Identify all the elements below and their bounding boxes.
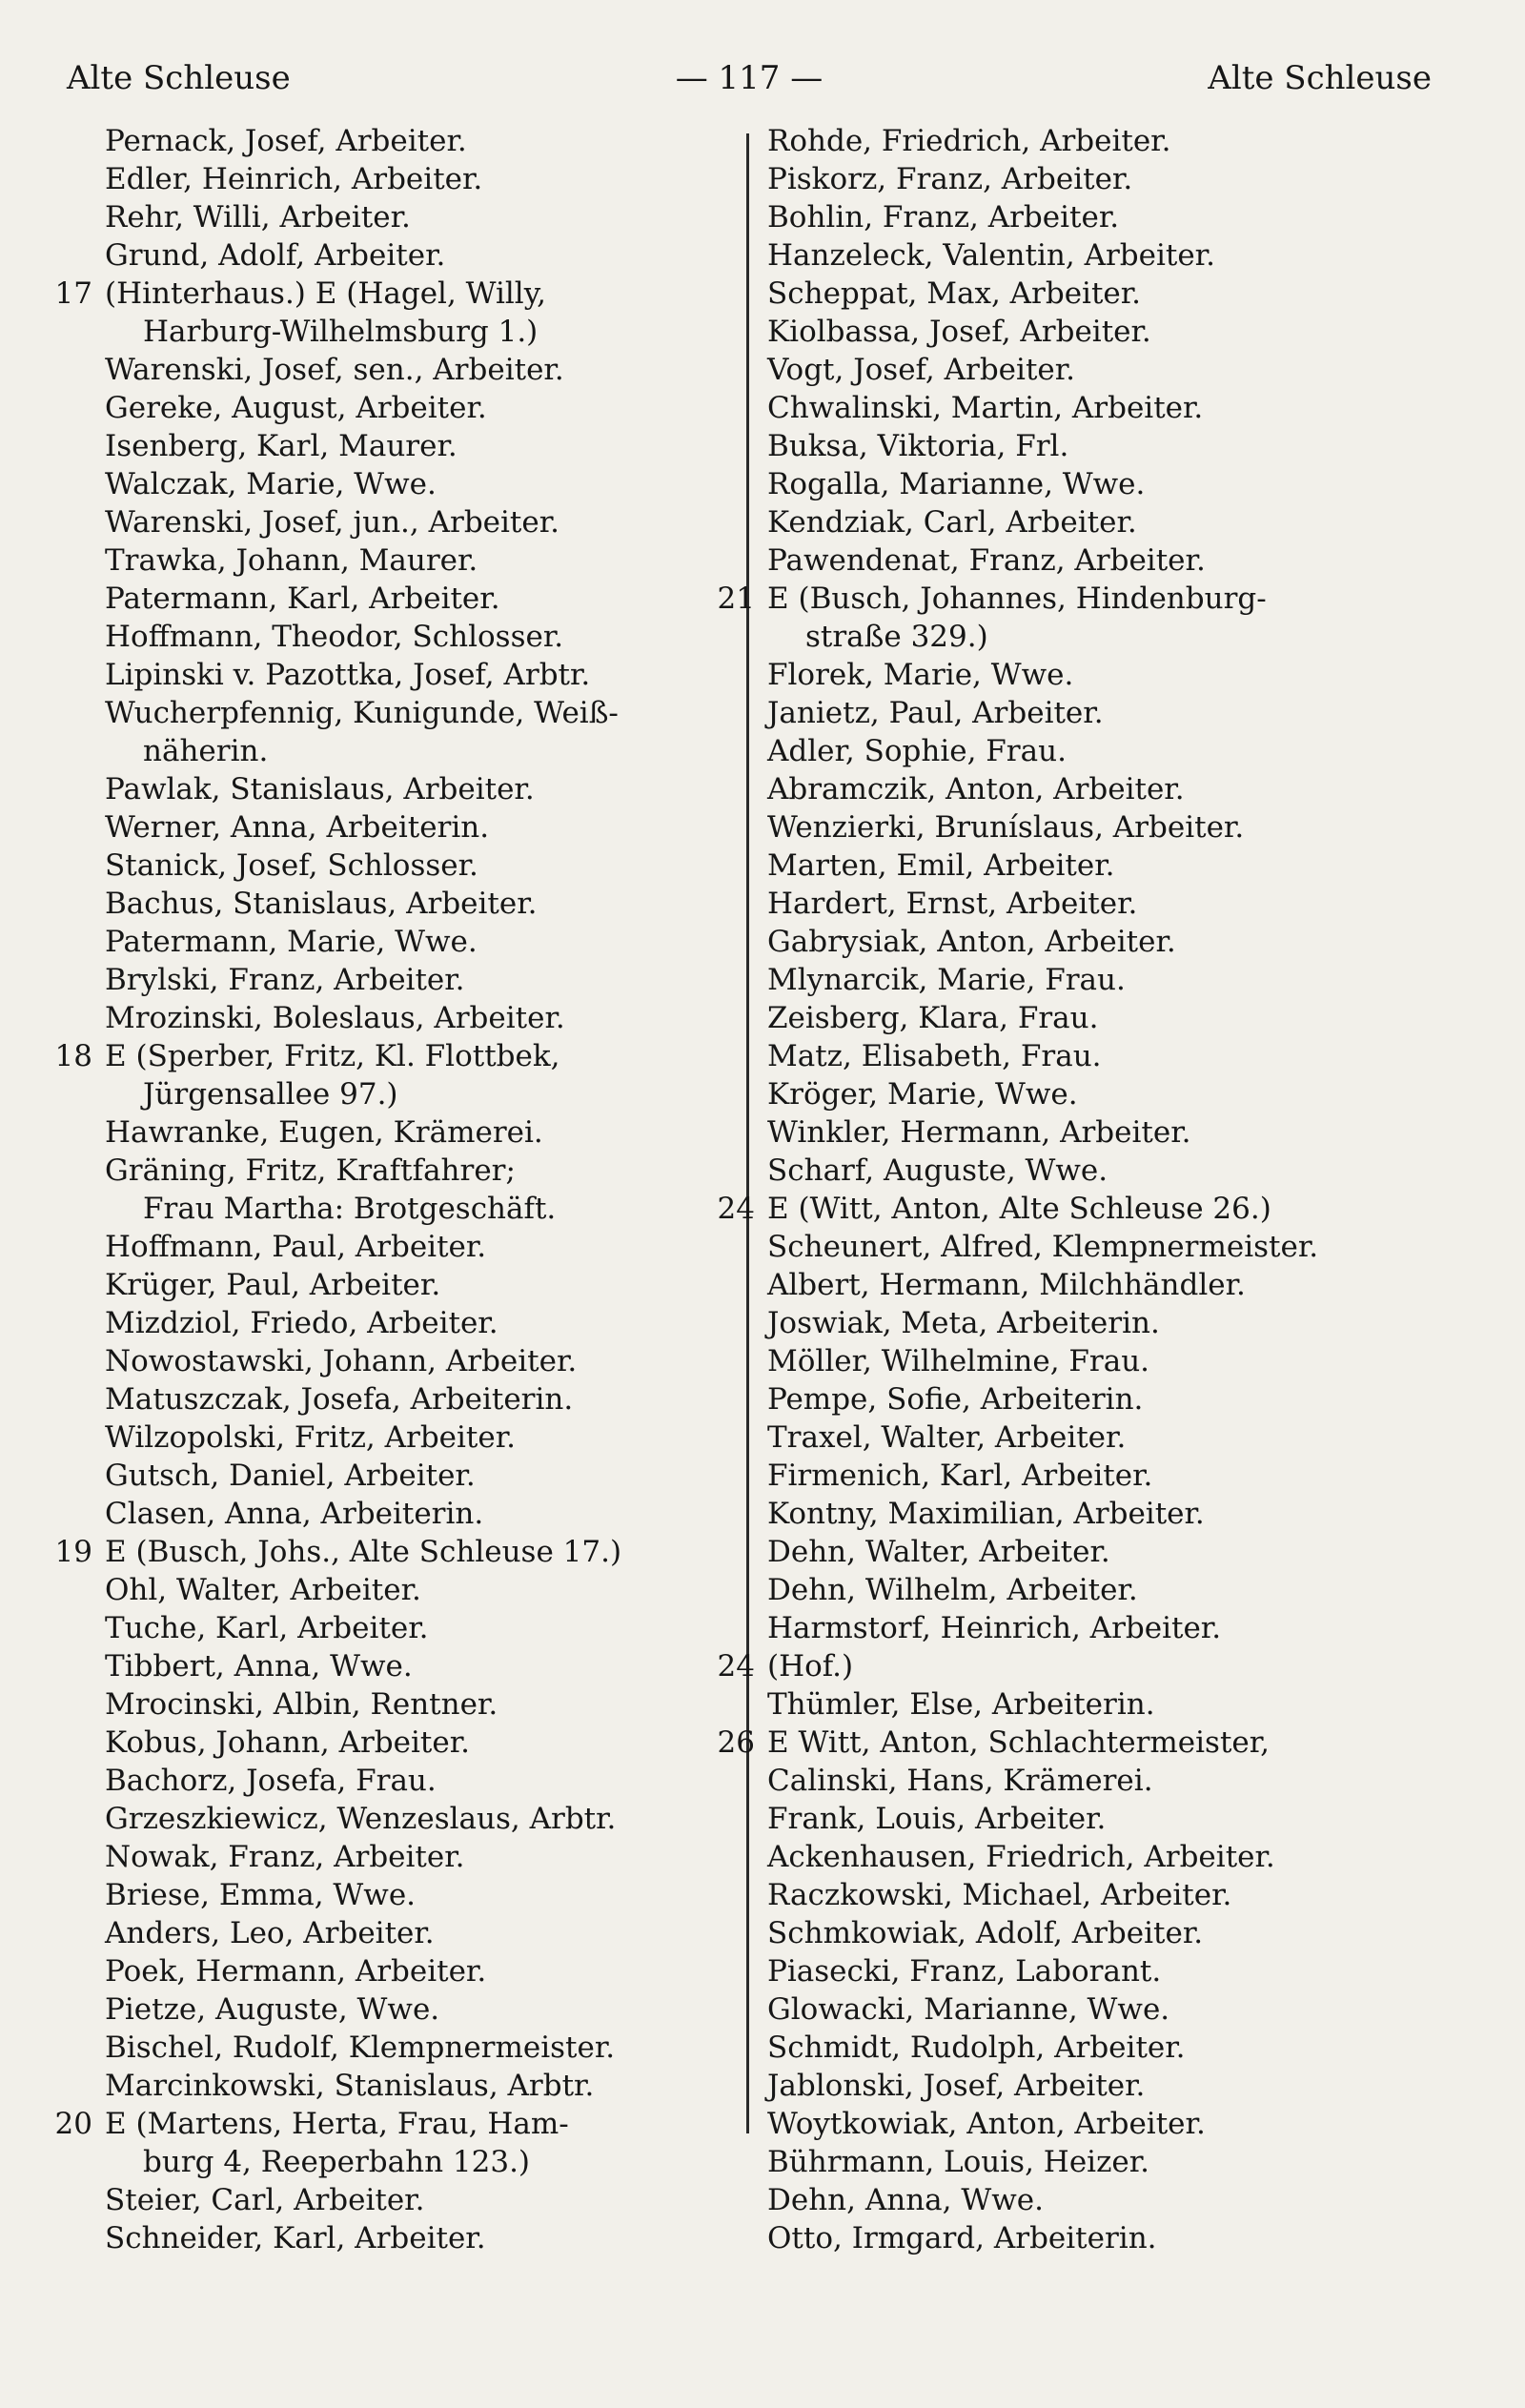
resident-entry (767, 1037, 1454, 1075)
resident-entry (105, 1647, 743, 1685)
entry-text: näherin. (143, 734, 269, 768)
resident-entry (105, 580, 743, 618)
house-entry-line (54, 2105, 743, 2143)
entry-text: Kobus, Johann, Arbeiter. (105, 1725, 470, 1760)
entry-text: Kiolbassa, Josef, Arbeiter. (767, 315, 1151, 349)
entry-text: Briese, Emma, Wwe. (105, 1878, 417, 1912)
entry-text: Patermann, Marie, Wwe. (105, 925, 478, 959)
entry-text: Firmenich, Karl, Arbeiter. (767, 1459, 1153, 1493)
entry-text: Pawendenat, Franz, Arbeiter. (767, 543, 1206, 578)
entry-text: Florek, Marie, Wwe. (767, 658, 1074, 692)
entry-text: Warenski, Josef, sen., Arbeiter. (105, 353, 564, 387)
entry-text: Rogalla, Marianne, Wwe. (767, 467, 1146, 501)
entry-text: straße 329.) (805, 620, 988, 654)
entry-text: Krüger, Paul, Arbeiter. (105, 1268, 441, 1302)
entry-text: burg 4, Reeperbahn 123.) (143, 2145, 531, 2179)
entry-text: Mizdziol, Friedo, Arbeiter. (105, 1306, 498, 1340)
resident-entry (767, 961, 1454, 999)
resident-entry (767, 732, 1454, 770)
entry-text: Janietz, Paul, Arbeiter. (767, 696, 1104, 730)
resident-entry (767, 313, 1454, 351)
entry-text: Hoffmann, Theodor, Schlosser. (105, 620, 564, 654)
entry-text: Joswiak, Meta, Arbeiterin. (767, 1306, 1160, 1340)
resident-entry (767, 694, 1454, 732)
resident-entry (105, 1190, 743, 1228)
resident-entry (105, 236, 743, 275)
house-entry-line (717, 1724, 1454, 1762)
entry-text: Stanick, Josef, Schlosser. (105, 848, 478, 883)
entry-text: E (Busch, Johannes, Hindenburg- (767, 582, 1267, 616)
entry-text: Hawranke, Eugen, Krämerei. (105, 1115, 543, 1150)
house-number: 19 (54, 1535, 92, 1569)
house-entry-line (54, 1037, 743, 1075)
resident-entry (767, 1762, 1454, 1800)
entry-text: Mrocinski, Albin, Rentner. (105, 1687, 498, 1722)
resident-entry (105, 1266, 743, 1304)
house-entry-line (717, 1647, 1454, 1685)
resident-entry (105, 770, 743, 808)
resident-entry (105, 2219, 743, 2257)
resident-entry (767, 999, 1454, 1037)
resident-entry (767, 1800, 1454, 1838)
entry-text: Bohlin, Franz, Arbeiter. (767, 200, 1120, 235)
resident-entry (105, 2181, 743, 2219)
resident-entry (767, 1914, 1454, 1952)
resident-entry (105, 122, 743, 160)
house-number: 26 (717, 1725, 755, 1760)
resident-entry (105, 1457, 743, 1495)
resident-entry (105, 1075, 743, 1113)
entry-text: Abramczik, Anton, Arbeiter. (767, 772, 1185, 806)
resident-entry (105, 1495, 743, 1533)
resident-entry (767, 656, 1454, 694)
entry-text: Werner, Anna, Arbeiterin. (105, 810, 490, 845)
resident-entry (767, 1457, 1454, 1495)
house-entry-line (717, 1190, 1454, 1228)
entry-text: Rehr, Willi, Arbeiter. (105, 200, 411, 235)
entry-text: Möller, Wilhelmine, Frau. (767, 1344, 1150, 1378)
resident-entry (105, 1228, 743, 1266)
entry-text: Kröger, Marie, Wwe. (767, 1077, 1078, 1112)
left-column (54, 122, 743, 2257)
entry-text: Adler, Sophie, Frau. (767, 734, 1067, 768)
entry-text: Poek, Hermann, Arbeiter. (105, 1954, 487, 1989)
entry-text: Albert, Hermann, Milchhändler. (767, 1268, 1246, 1302)
resident-entry (105, 885, 743, 923)
resident-entry (105, 999, 743, 1037)
entry-text: Pempe, Sofie, Arbeiterin. (767, 1382, 1144, 1417)
entry-text: Glowacki, Marianne, Wwe. (767, 1992, 1170, 2027)
resident-entry (105, 503, 743, 541)
entry-text: Piskorz, Franz, Arbeiter. (767, 162, 1133, 196)
entry-text: Nowak, Franz, Arbeiter. (105, 1840, 465, 1874)
entry-text: Otto, Irmgard, Arbeiterin. (767, 2221, 1157, 2255)
entry-text: Harmstorf, Heinrich, Arbeiter. (767, 1611, 1222, 1645)
resident-entry (105, 465, 743, 503)
entry-text: Mrozinski, Boleslaus, Arbeiter. (105, 1001, 565, 1035)
entry-text: Kendziak, Carl, Arbeiter. (767, 505, 1137, 540)
entry-text: Pawlak, Stanislaus, Arbeiter. (105, 772, 535, 806)
entry-text: Woytkowiak, Anton, Arbeiter. (767, 2107, 1206, 2141)
entry-text: Grzeszkiewicz, Wenzeslaus, Arbtr. (105, 1802, 617, 1836)
entry-text: Steier, Carl, Arbeiter. (105, 2183, 425, 2217)
entry-text: Clasen, Anna, Arbeiterin. (105, 1497, 484, 1531)
entry-text: Hoffmann, Paul, Arbeiter. (105, 1230, 487, 1264)
resident-entry (105, 389, 743, 427)
entry-text: Warenski, Josef, jun., Arbeiter. (105, 505, 560, 540)
resident-entry (105, 2067, 743, 2105)
resident-entry (767, 236, 1454, 275)
resident-entry (767, 122, 1454, 160)
resident-entry (767, 160, 1454, 198)
entry-text: Schmidt, Rudolph, Arbeiter. (767, 2030, 1186, 2065)
entry-text: Buksa, Viktoria, Frl. (767, 429, 1069, 463)
resident-entry (105, 1800, 743, 1838)
resident-entry (105, 1914, 743, 1952)
entry-text: Wucherpfennig, Kunigunde, Weiß- (105, 696, 619, 730)
entry-text: Schneider, Karl, Arbeiter. (105, 2221, 486, 2255)
resident-entry (105, 541, 743, 580)
resident-entry (105, 847, 743, 885)
resident-entry (105, 1304, 743, 1342)
entry-text: Marcinkowski, Stanislaus, Arbtr. (105, 2069, 595, 2103)
entry-text: Dehn, Walter, Arbeiter. (767, 1535, 1110, 1569)
resident-entry (105, 618, 743, 656)
resident-entry (105, 1762, 743, 1800)
resident-entry (105, 1418, 743, 1457)
resident-entry (767, 1228, 1454, 1266)
entry-text: Hanzeleck, Valentin, Arbeiter. (767, 238, 1215, 273)
entry-text: Walczak, Marie, Wwe. (105, 467, 437, 501)
resident-entry (767, 1152, 1454, 1190)
entry-text: Scharf, Auguste, Wwe. (767, 1153, 1108, 1188)
entry-text: Lipinski v. Pazottka, Josef, Arbtr. (105, 658, 591, 692)
resident-entry (767, 1342, 1454, 1380)
resident-entry (767, 351, 1454, 389)
resident-entry (105, 694, 743, 732)
entry-text: E Witt, Anton, Schlachtermeister, (767, 1725, 1271, 1760)
entry-text: Raczkowski, Michael, Arbeiter. (767, 1878, 1232, 1912)
entry-text: Gräning, Fritz, Kraftfahrer; (105, 1153, 516, 1188)
page-number: — 117 — (675, 59, 824, 97)
entry-text: Edler, Heinrich, Arbeiter. (105, 162, 483, 196)
resident-entry (767, 2029, 1454, 2067)
resident-entry (767, 770, 1454, 808)
resident-entry (767, 1952, 1454, 1990)
resident-entry (767, 2067, 1454, 2105)
entry-text: Wenzierki, Bruníslaus, Arbeiter. (767, 810, 1245, 845)
entry-text: Piasecki, Franz, Laborant. (767, 1954, 1162, 1989)
resident-entry (767, 275, 1454, 313)
entry-text: Pietze, Auguste, Wwe. (105, 1992, 440, 2027)
entry-text: Brylski, Franz, Arbeiter. (105, 963, 465, 997)
resident-entry (767, 1838, 1454, 1876)
resident-entry (767, 1418, 1454, 1457)
entry-text: Patermann, Karl, Arbeiter. (105, 582, 500, 616)
entry-text: (Hinterhaus.) E (Hagel, Willy, (105, 276, 546, 311)
resident-entry (105, 1342, 743, 1380)
resident-entry (767, 2219, 1454, 2257)
resident-entry (767, 2105, 1454, 2143)
resident-entry (767, 1113, 1454, 1152)
resident-entry (767, 1876, 1454, 1914)
entry-text: Kontny, Maximilian, Arbeiter. (767, 1497, 1205, 1531)
entry-text: Bührmann, Louis, Heizer. (767, 2145, 1150, 2179)
house-entry-line (54, 1533, 743, 1571)
resident-entry (767, 1075, 1454, 1113)
entry-text: Traxel, Walter, Arbeiter. (767, 1420, 1127, 1455)
entry-text: Dehn, Wilhelm, Arbeiter. (767, 1573, 1138, 1607)
entry-text: E (Witt, Anton, Alte Schleuse 26.) (767, 1192, 1271, 1226)
house-entry-line (717, 580, 1454, 618)
resident-entry (105, 1380, 743, 1418)
entry-text: E (Martens, Herta, Frau, Ham- (105, 2107, 569, 2141)
resident-entry (105, 198, 743, 236)
house-number: 24 (717, 1192, 755, 1226)
resident-entry (105, 1876, 743, 1914)
resident-entry (767, 427, 1454, 465)
resident-entry (767, 1571, 1454, 1609)
entry-text: Ackenhausen, Friedrich, Arbeiter. (767, 1840, 1275, 1874)
entry-text: Zeisberg, Klara, Frau. (767, 1001, 1099, 1035)
entry-text: Frank, Louis, Arbeiter. (767, 1802, 1107, 1836)
entry-text: Calinski, Hans, Krämerei. (767, 1764, 1153, 1798)
entry-text: Gutsch, Daniel, Arbeiter. (105, 1459, 476, 1493)
entry-text: Thümler, Else, Arbeiterin. (767, 1687, 1155, 1722)
entry-text: Frau Martha: Brotgeschäft. (143, 1192, 557, 1226)
resident-entry (105, 427, 743, 465)
entry-text: Anders, Leo, Arbeiter. (105, 1916, 435, 1950)
resident-entry (767, 389, 1454, 427)
entry-text: Chwalinski, Martin, Arbeiter. (767, 391, 1204, 425)
right-column (717, 122, 1454, 2257)
entry-text: Bischel, Rudolf, Klempnermeister. (105, 2030, 616, 2065)
entry-text: Mlynarcik, Marie, Frau. (767, 963, 1126, 997)
entry-text: Jablonski, Josef, Arbeiter. (767, 2069, 1146, 2103)
resident-entry (105, 1609, 743, 1647)
resident-entry (105, 1685, 743, 1724)
resident-entry (767, 1685, 1454, 1724)
resident-entry (767, 847, 1454, 885)
header-street-left: Alte Schleuse (67, 59, 291, 97)
resident-entry (105, 1571, 743, 1609)
house-number: 21 (717, 582, 755, 616)
resident-entry (105, 2029, 743, 2067)
resident-entry (767, 1266, 1454, 1304)
entry-text: Tuche, Karl, Arbeiter. (105, 1611, 429, 1645)
resident-entry (767, 2181, 1454, 2219)
entry-text: Winkler, Hermann, Arbeiter. (767, 1115, 1191, 1150)
entry-text: Vogt, Josef, Arbeiter. (767, 353, 1076, 387)
entry-text: Ohl, Walter, Arbeiter. (105, 1573, 421, 1607)
entry-text: Grund, Adolf, Arbeiter. (105, 238, 446, 273)
resident-entry (105, 732, 743, 770)
entry-text: Pernack, Josef, Arbeiter. (105, 124, 467, 158)
entry-text: E (Sperber, Fritz, Kl. Flottbek, (105, 1039, 560, 1073)
house-number: 24 (717, 1649, 755, 1684)
page-header (67, 50, 1432, 107)
resident-entry (105, 1113, 743, 1152)
resident-entry (767, 541, 1454, 580)
house-number: 18 (54, 1039, 92, 1073)
house-number: 17 (54, 276, 92, 311)
resident-entry (767, 808, 1454, 847)
entry-text: (Hof.) (767, 1649, 854, 1684)
resident-entry (767, 2143, 1454, 2181)
house-entry-line (54, 275, 743, 313)
entry-text: Matz, Elisabeth, Frau. (767, 1039, 1102, 1073)
resident-entry (767, 198, 1454, 236)
entry-text: Rohde, Friedrich, Arbeiter. (767, 124, 1171, 158)
resident-entry (105, 961, 743, 999)
entry-text: Schmkowiak, Adolf, Arbeiter. (767, 1916, 1204, 1950)
entry-text: Tibbert, Anna, Wwe. (105, 1649, 413, 1684)
resident-entry (767, 465, 1454, 503)
resident-entry (105, 2143, 743, 2181)
entry-text: Trawka, Johann, Maurer. (105, 543, 478, 578)
entry-text: Marten, Emil, Arbeiter. (767, 848, 1115, 883)
entry-text: Scheppat, Max, Arbeiter. (767, 276, 1142, 311)
resident-entry (105, 313, 743, 351)
resident-entry (105, 923, 743, 961)
resident-entry (767, 1495, 1454, 1533)
resident-entry (767, 1990, 1454, 2029)
resident-entry (105, 1952, 743, 1990)
entry-text: Matuszczak, Josefa, Arbeiterin. (105, 1382, 574, 1417)
entry-text: Isenberg, Karl, Maurer. (105, 429, 458, 463)
resident-entry (767, 503, 1454, 541)
entry-text: Nowostawski, Johann, Arbeiter. (105, 1344, 578, 1378)
header-street-right: Alte Schleuse (1208, 59, 1432, 97)
entry-text: Dehn, Anna, Wwe. (767, 2183, 1044, 2217)
entry-text: Wilzopolski, Fritz, Arbeiter. (105, 1420, 517, 1455)
resident-entry (767, 885, 1454, 923)
resident-entry (105, 351, 743, 389)
entry-text: Hardert, Ernst, Arbeiter. (767, 887, 1138, 921)
column-divider (746, 133, 749, 2133)
resident-entry (105, 808, 743, 847)
resident-entry (767, 618, 1454, 656)
entry-text: Harburg-Wilhelmsburg 1.) (143, 315, 539, 349)
entry-text: Bachus, Stanislaus, Arbeiter. (105, 887, 538, 921)
resident-entry (105, 1838, 743, 1876)
resident-entry (767, 1380, 1454, 1418)
entry-text: Jürgensallee 97.) (143, 1077, 398, 1112)
resident-entry (767, 923, 1454, 961)
house-number: 20 (54, 2107, 92, 2141)
resident-entry (105, 656, 743, 694)
resident-entry (105, 160, 743, 198)
resident-entry (767, 1304, 1454, 1342)
entry-text: Bachorz, Josefa, Frau. (105, 1764, 437, 1798)
resident-entry (105, 1152, 743, 1190)
resident-entry (767, 1533, 1454, 1571)
entry-text: E (Busch, Johs., Alte Schleuse 17.) (105, 1535, 622, 1569)
entry-text: Gabrysiak, Anton, Arbeiter. (767, 925, 1176, 959)
entry-text: Gereke, August, Arbeiter. (105, 391, 487, 425)
resident-entry (767, 1609, 1454, 1647)
resident-entry (105, 1724, 743, 1762)
entry-text: Scheunert, Alfred, Klempnermeister. (767, 1230, 1319, 1264)
resident-entry (105, 1990, 743, 2029)
